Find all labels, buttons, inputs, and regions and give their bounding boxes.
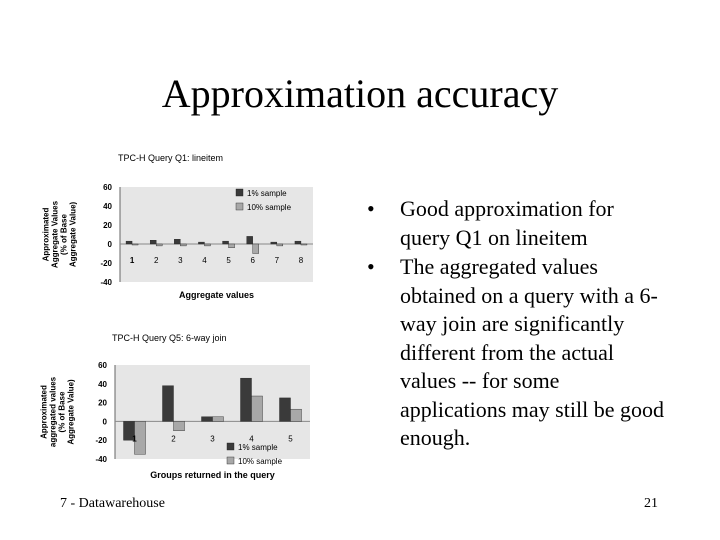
plot-area	[120, 187, 313, 282]
x-tick-label: 7	[274, 256, 280, 265]
bullet-text: Good approximation for query Q1 on lineitem	[400, 196, 614, 250]
legend-swatch	[236, 189, 243, 196]
bar-1	[280, 398, 291, 422]
bar-2	[301, 244, 307, 245]
bar-1	[174, 239, 180, 244]
bar-2	[291, 409, 302, 421]
x-tick-label: 4	[202, 256, 207, 265]
y-tick-label: -40	[95, 455, 107, 464]
bar-1	[163, 386, 174, 422]
y-axis-label-line: aggregated values	[48, 376, 58, 448]
bar-2	[132, 244, 138, 245]
chart-q1-svg	[40, 145, 315, 305]
chart-title: TPC-H Query Q5: 6-way join	[112, 333, 227, 343]
page-number: 21	[644, 496, 658, 511]
x-axis-label: Groups returned in the query	[150, 470, 275, 480]
bar-2	[204, 244, 210, 246]
y-axis-label-line: Approximated	[40, 385, 49, 439]
y-axis-label-line: Aggregate Value)	[66, 379, 76, 445]
y-tick-label: 0	[107, 240, 112, 249]
bar-1	[223, 241, 229, 244]
bar-1	[271, 242, 277, 244]
y-tick-label: 20	[103, 221, 112, 230]
y-axis-label-line: Aggregate Values	[50, 200, 60, 269]
bar-1	[295, 241, 301, 244]
y-tick-label: 40	[98, 379, 107, 389]
y-tick-label: 60	[98, 361, 107, 370]
x-tick-label: 1	[129, 256, 135, 265]
bar-1	[126, 241, 132, 244]
y-axis-label-line: Aggregate Value)	[68, 201, 78, 268]
x-tick-label: 3	[210, 434, 215, 444]
bar-2	[229, 244, 235, 248]
legend-label: 1% sample	[238, 443, 278, 452]
x-tick-label: 5	[226, 256, 231, 265]
legend-swatch	[227, 443, 234, 450]
legend-label: 1% sample	[247, 189, 287, 198]
x-tick-label: 5	[288, 434, 293, 444]
chart-title: TPC-H Query Q1: lineitem	[118, 153, 224, 163]
bar-2	[253, 244, 259, 254]
y-tick-label: 60	[103, 183, 112, 192]
y-tick-label: 40	[103, 202, 112, 211]
bullet-item	[365, 195, 665, 252]
slide-title: Approximation accuracy	[161, 71, 559, 116]
y-tick-label: 0	[102, 417, 107, 427]
footer-label: 7 - Datawarehouse	[60, 496, 165, 511]
y-axis-label-line: (% of Base	[59, 214, 69, 255]
bar-1	[150, 240, 156, 244]
chart-q5-svg	[40, 325, 315, 493]
y-tick-label: -40	[100, 278, 112, 287]
bullet-marker: •	[367, 196, 375, 221]
bullet-marker: •	[367, 254, 375, 279]
x-tick-label: 6	[250, 256, 255, 265]
x-tick-label: 8	[298, 256, 304, 265]
bullet-item	[365, 253, 665, 453]
x-tick-label: 4	[249, 434, 254, 444]
legend-swatch	[236, 203, 243, 210]
bar-2	[252, 396, 263, 421]
x-tick-label: 1	[132, 434, 137, 444]
bullet-list	[365, 195, 665, 454]
bar-1	[202, 417, 213, 422]
legend-label: 10% sample	[247, 203, 292, 212]
x-tick-label: 3	[178, 256, 183, 265]
y-axis-label-line: (% of Base	[57, 391, 67, 433]
y-tick-label: -20	[95, 436, 107, 446]
bar-2	[213, 417, 224, 422]
legend-label: 10% sample	[238, 457, 283, 466]
bar-2	[180, 244, 186, 246]
y-axis-label-line: Approximated	[41, 207, 51, 262]
bar-1	[241, 378, 252, 421]
y-tick-label: -20	[100, 259, 112, 268]
y-tick-label: 20	[98, 398, 107, 408]
legend-swatch	[227, 457, 234, 464]
bar-1	[198, 242, 204, 244]
bar-2	[174, 421, 185, 430]
bullet-text: The aggregated values obtained on a query with a 6-way join are significantly different from the actual values -- for some applications may still be good enough.	[400, 254, 664, 450]
x-axis-label: Aggregate values	[178, 290, 255, 300]
chart-q1	[40, 145, 315, 310]
bar-2	[156, 244, 162, 246]
x-tick-label: 2	[153, 256, 159, 265]
bar-1	[247, 236, 253, 244]
chart-q5	[40, 325, 315, 498]
x-tick-label: 2	[171, 434, 176, 444]
bar-2	[277, 244, 283, 246]
